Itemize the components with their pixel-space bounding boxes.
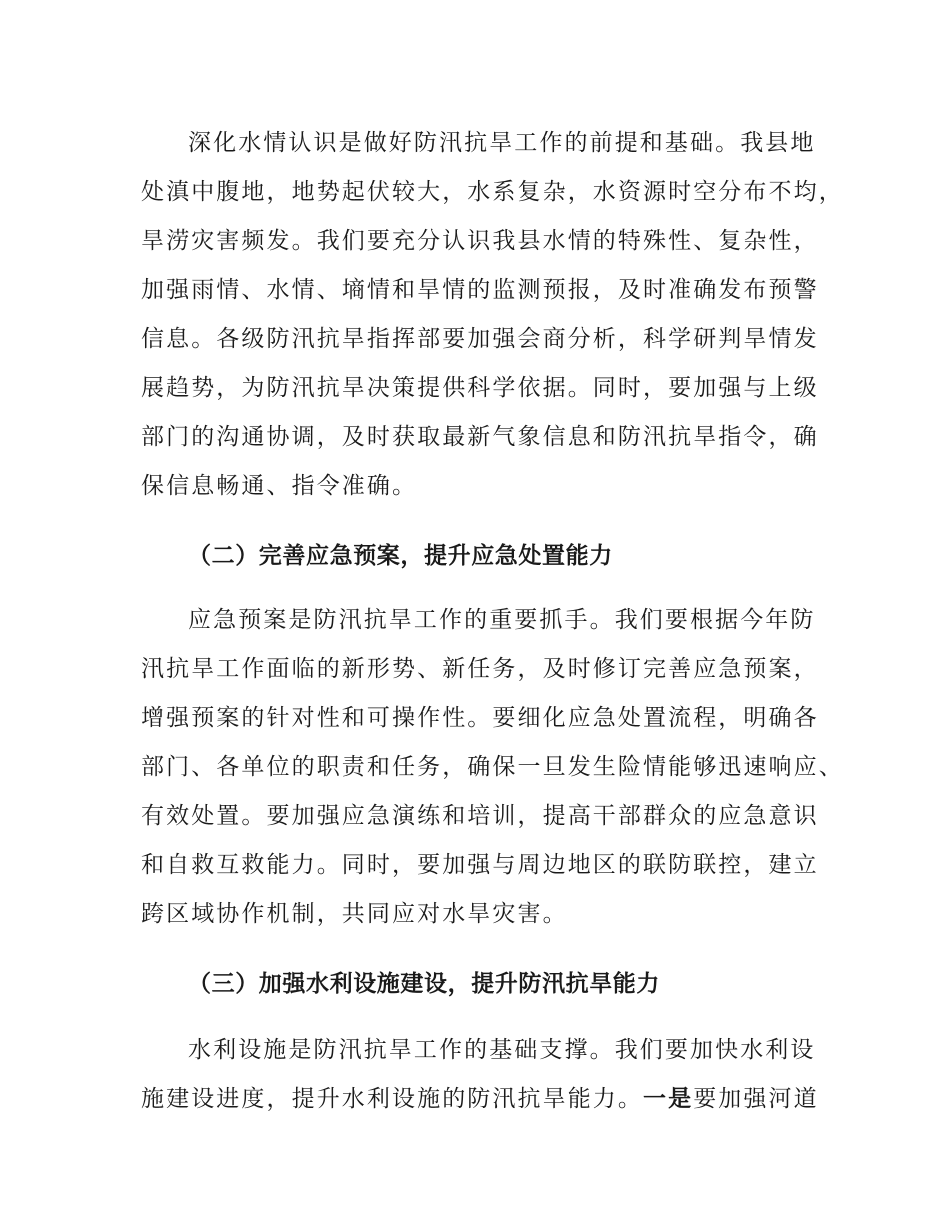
bold-lead-text: 一是 [643, 1086, 694, 1112]
paragraph-line: 处滇中腹地，地势起伏较大，水系复杂，水资源时空分布不均， [141, 179, 844, 205]
paragraph-line: 部门、各单位的职责和任务，确保一旦发生险情能够迅速响应、 [141, 754, 844, 780]
paragraph-line: 有效处置。要加强应急演练和培训，提高干部群众的应急意识 [141, 803, 819, 829]
paragraph-line: 应急预案是防汛抗旱工作的重要抓手。我们要根据今年防 [188, 607, 816, 633]
paragraph-line [141, 1075, 819, 1124]
paragraph-line-tail: 要加强河道 [693, 1086, 819, 1112]
paragraph-line: 加强雨情、水情、墒情和旱情的监测预报，及时准确发布预警 [141, 277, 819, 303]
paragraph-line: 和自救互救能力。同时，要加强与周边地区的联防联控，建立 [141, 852, 819, 878]
paragraph-line: 展趋势，为防汛抗旱决策提供科学依据。同时，要加强与上级 [141, 375, 819, 401]
paragraph-line: 旱涝灾害频发。我们要充分认识我县水情的特殊性、复杂性， [141, 228, 819, 254]
section-heading-text: （三）加强水利设施建设，提升防汛抗旱能力 [188, 971, 660, 997]
paragraph-line: 跨区域协作机制，共同应对水旱灾害。 [141, 901, 568, 927]
paragraph-line: 深化水情认识是做好防汛抗旱工作的前提和基础。我县地 [188, 130, 816, 156]
paragraph-line: 汛抗旱工作面临的新形势、新任务，及时修订完善应急预案， [141, 656, 819, 682]
section-heading-text: （二）完善应急预案，提升应急处置能力 [188, 543, 613, 569]
paragraph-line-text: 施建设进度，提升水利设施的防汛抗旱能力。 [141, 1086, 643, 1112]
paragraph-line: 水利设施是防汛抗旱工作的基础支撑。我们要加快水利设 [188, 1037, 816, 1063]
paragraph-line: 增强预案的针对性和可操作性。要细化应急处置流程，明确各 [141, 705, 819, 731]
paragraph-line: 信息。各级防汛抗旱指挥部要加强会商分析，科学研判旱情发 [141, 326, 819, 352]
paragraph-line: 保信息畅通、指令准确。 [141, 473, 418, 499]
paragraph-line: 部门的沟通协调，及时获取最新气象信息和防汛抗旱指令，确 [141, 424, 819, 450]
